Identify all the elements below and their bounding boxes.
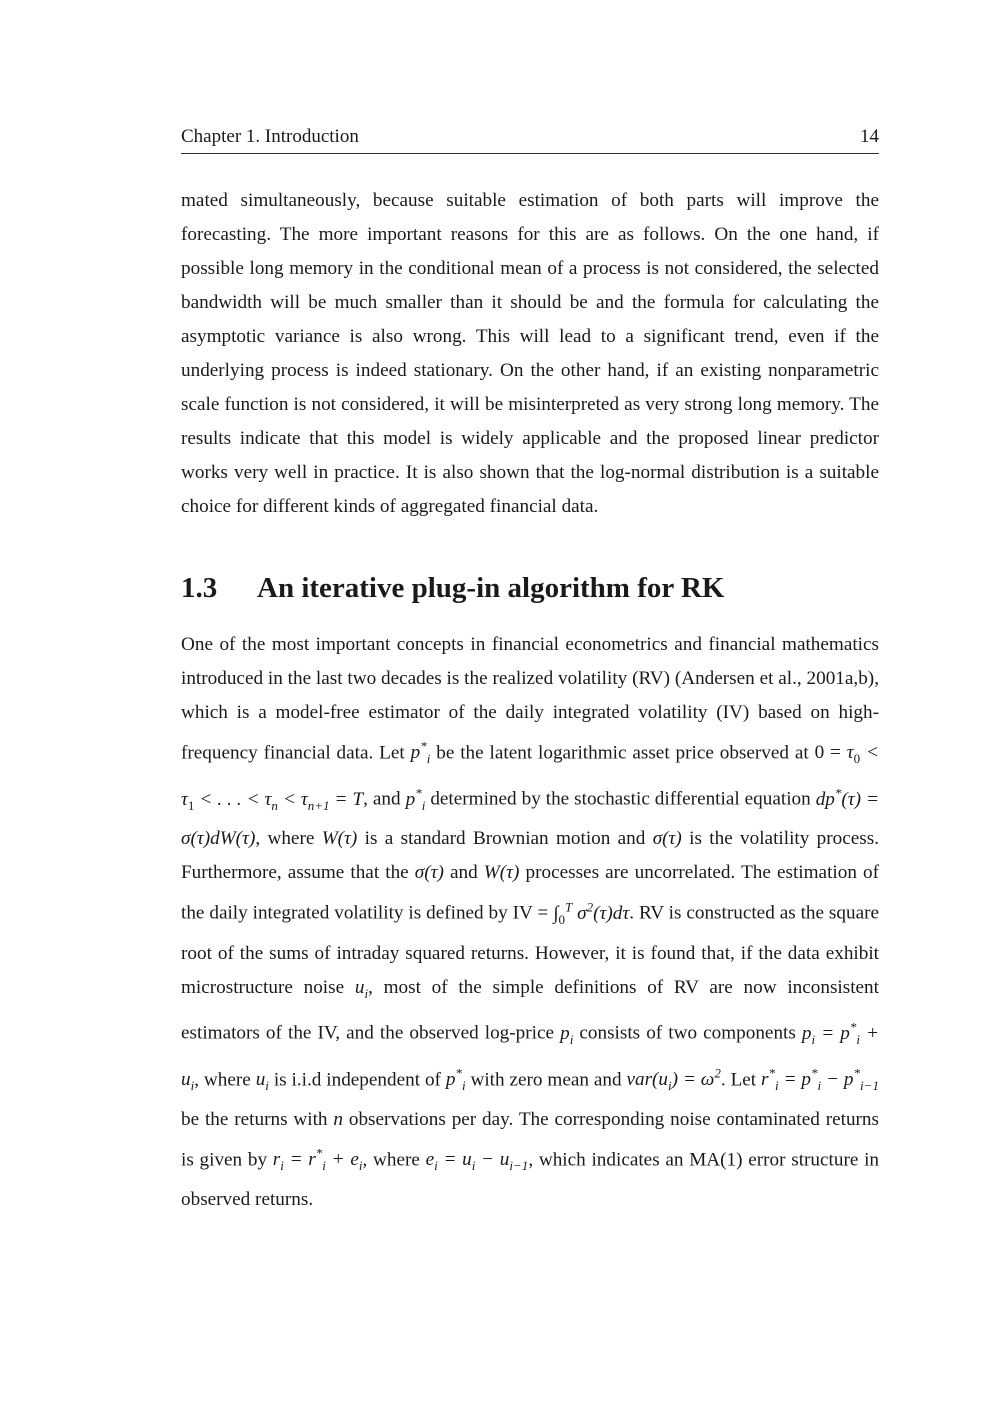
text-run: processes are uncorrelated. The estimation of the daily integrated volatility is defined by IV =: [181, 862, 879, 924]
text-run: One of the most important concepts in financial econometrics and financial mathematics introduced in the last two decades is the realized volatility (RV) (Andersen et al., 2001a,b), which is a model-free estimator of the daily integrated volatility (IV) based on high-frequency financial data. Let: [181, 634, 879, 764]
paper-page: [181, 120, 879, 1217]
math-integral: $\int_0^T$ $\sigma^2(\tau)d\tau$: [553, 899, 630, 927]
math-w-tau: W(τ): [321, 828, 358, 850]
text-run: . RV is constructed as the square root of the sums of intraday squared returns. However, it is found that, if the data exhibit microstructure noise: [181, 902, 879, 998]
math-w-tau: W(τ): [483, 862, 520, 884]
running-header: [181, 125, 879, 154]
math-p-i: $p_i$: [560, 1022, 574, 1047]
page-number: 14: [860, 126, 879, 147]
math-r-star: $r^*_i = p^*_i - p^*_{i-1}$: [761, 1065, 879, 1093]
chapter-label: Chapter 1. Introduction: [181, 126, 359, 147]
text-run: , and: [363, 788, 406, 810]
math-n: n: [333, 1108, 343, 1130]
text-run: determined by the stochastic differential equation: [425, 788, 816, 810]
section-title: An iterative plug-in algorithm for RK: [257, 572, 725, 604]
math-p-star-i: $p^*_i$: [410, 739, 431, 767]
math-variance: $var(u_i) = \omega^2$: [626, 1065, 721, 1093]
text-run: is i.i.d independent of: [268, 1069, 446, 1091]
text-run: with zero mean and: [465, 1069, 627, 1091]
math-p-star-i: $p^*_i$: [405, 785, 426, 813]
text-run: , most of the simple definitions of RV are now inconsistent estimators of the IV, and the observed log-price: [181, 976, 879, 1044]
section-number: 1.3: [181, 572, 218, 604]
text-run: and: [443, 862, 484, 884]
math-sigma-tau: σ(τ): [414, 862, 444, 884]
math-p-star-i: $p^*_i$: [445, 1065, 466, 1093]
text-run: , where: [362, 1149, 426, 1171]
math-e-i: $e_i = u_i - u_{i-1}$: [425, 1149, 529, 1174]
paragraph-2: [181, 628, 879, 1217]
text-run: , which indicates an MA(1) error structure in observed returns.: [181, 1149, 880, 1211]
math-sde: dp*(τ) = σ(τ)dW(τ): [181, 785, 879, 850]
text-run: observations per day. The corresponding noise contaminated returns is given by: [181, 1108, 879, 1171]
text-run: consists of two components: [573, 1022, 802, 1044]
section-heading: [181, 568, 879, 608]
text-run: , where: [255, 828, 322, 850]
text-run: , where: [194, 1069, 256, 1091]
math-sigma-tau: σ(τ): [652, 828, 682, 850]
math-time-grid: $0 = \tau_0 < \tau_1$ < . . . < $\tau_n < \tau_{n+1} = T$: [181, 742, 879, 813]
text-run: be the latent logarithmic asset price observed at: [430, 742, 815, 764]
text-run: . Let: [720, 1069, 762, 1091]
text-run: is the volatility process. Furthermore, assume that the: [181, 828, 879, 884]
text-run: is a standard Brownian motion and: [357, 828, 653, 850]
math-r-i: $r_i = r^*_i + e_i$: [272, 1145, 363, 1174]
math-u-i: $u_i$: [354, 976, 369, 1001]
math-u-i: $u_i$: [255, 1069, 269, 1093]
paragraph-1: mated simultaneously, because suitable estimation of both parts will improve the forecasting. The more important reasons for this are as follows. On the one hand, if possible long memory in the conditional mean of a process is not considered, the selected bandwidth will be much smaller than it should be and the formula for calculating the asymptotic variance is also wrong. This will lead to a significant trend, even if the underlying process is indeed stationary. On the other hand, if an existing nonparametric scale function is not considered, it will be misinterpreted as very strong long memory. The results indicate that this model is widely applicable and the proposed linear predictor works very well in practice. It is also shown that the log-normal distribution is a suitable choice for different kinds of aggregated financial data.: [181, 190, 879, 517]
math-p-decomposition: $p_i = p^*_i + u_i$: [181, 1019, 880, 1093]
text-run: be the returns with: [181, 1108, 334, 1130]
